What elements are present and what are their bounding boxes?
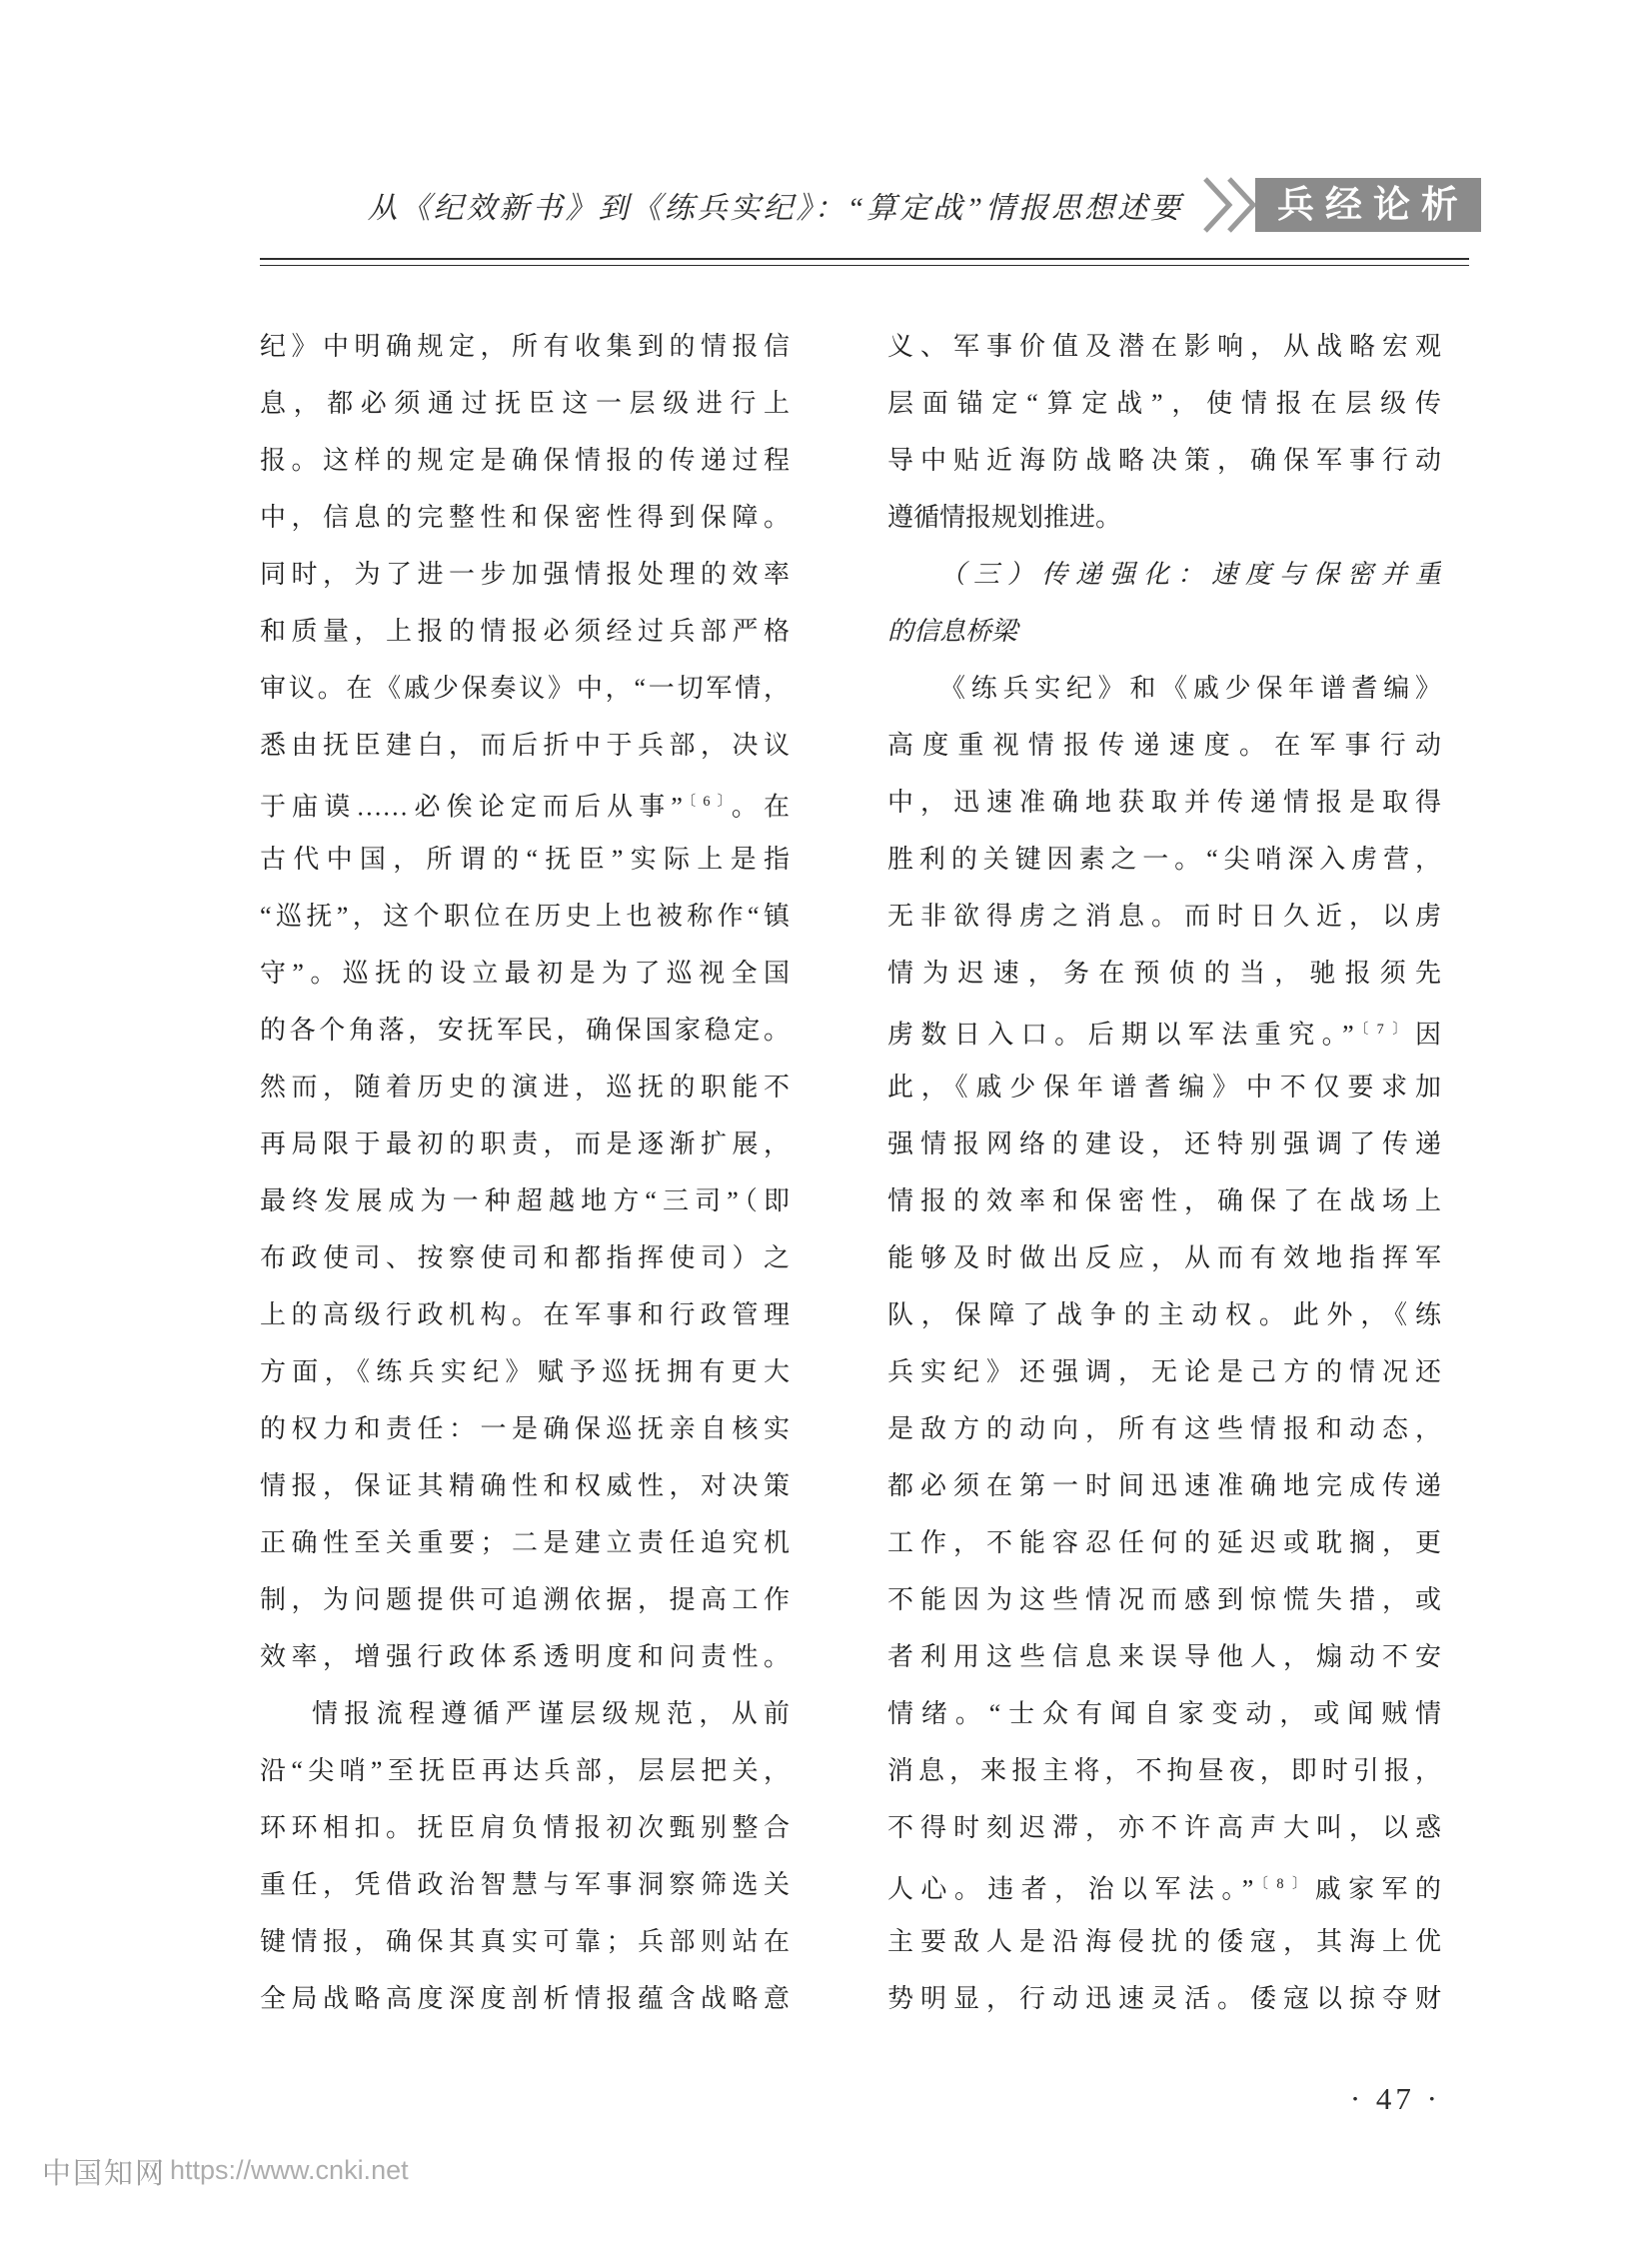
text-line: 古代中国，所谓的“抚臣”实际上是指	[260, 845, 790, 874]
text-line: 方面，《练兵实纪》赋予巡抚拥有更大	[260, 1357, 790, 1386]
subsection-heading-line: （三）传递强化：速度与保密并重	[939, 560, 1441, 589]
text-line: 键情报，确保其真实可靠；兵部则站在	[260, 1927, 790, 1956]
text-line: 效率，增强行政体系透明度和问责性。	[260, 1642, 790, 1671]
text-line: 不能因为这些情况而感到惊慌失措，或	[887, 1585, 1441, 1614]
text-line: 义、军事价值及潜在影响，从战略宏观	[887, 332, 1441, 361]
left-column	[260, 318, 790, 2027]
text-line: 沿“尖哨”至抚臣再达兵部，层层把关，	[260, 1756, 790, 1785]
cnki-watermark-url: https://www.cnki.net	[170, 2155, 409, 2185]
header-divider-rule	[260, 258, 1469, 266]
footnote-ref: 〔8〕	[1253, 1876, 1315, 1892]
text-line: 纪》中明确规定，所有收集到的情报信	[260, 332, 790, 361]
text-line: 消息，来报主将，不拘昼夜，即时引报，	[887, 1756, 1441, 1785]
text-line: 最终发展成为一种超越地方“三司”（即	[260, 1186, 790, 1215]
text-line: 同时，为了进一步加强情报处理的效率	[260, 560, 790, 589]
text-line: 中，信息的完整性和保密性得到保障。	[260, 503, 790, 532]
text-line: 不得时刻迟滞，亦不许高声大叫，以惑	[887, 1813, 1441, 1842]
text-line: 《练兵实纪》和《戚少保年谱耆编》	[939, 674, 1441, 703]
right-column	[887, 318, 1441, 2027]
text-line: 是敌方的动向，所有这些情报和动态，	[887, 1414, 1441, 1443]
text-line: 情报，保证其精确性和权威性，对决策	[260, 1471, 790, 1500]
text-line: 上的高级行政机构。在军事和行政管理	[260, 1300, 790, 1329]
text-line: 兵实纪》还强调，无论是己方的情况还	[887, 1357, 1441, 1386]
double-chevron-icon	[1197, 177, 1261, 233]
text-line: 息，都必须通过抚臣这一层级进行上	[260, 389, 790, 418]
text-line: 审议。在《戚少保奏议》中，“一切军情，	[260, 674, 790, 703]
running-header-title: 从《纪效新书》到《练兵实纪》：“算定战”情报思想述要	[367, 192, 1183, 225]
text-line: 高度重视情报传递速度。在军事行动	[887, 731, 1441, 760]
text-line: 都必须在第一时间迅速准确地完成传递	[887, 1471, 1441, 1500]
text-line: 工作，不能容忍任何的延迟或耽搁，更	[887, 1528, 1441, 1557]
footnote-ref: 〔7〕	[1353, 1022, 1415, 1038]
text-line: 布政使司、按察使司和都指挥使司）之	[260, 1243, 790, 1272]
text-line: 层面锚定“算定战”，使情报在层级传	[887, 389, 1441, 418]
text-line: 遵循情报规划推进。	[887, 503, 1122, 532]
text-line: 能够及时做出反应，从而有效地指挥军	[887, 1243, 1441, 1272]
text-line: 情为迟速，务在预侦的当，驰报须先	[887, 959, 1441, 988]
text-line: 情报流程遵循严谨层级规范，从前	[312, 1699, 790, 1728]
text-line: 队，保障了战争的主动权。此外，《练	[887, 1300, 1441, 1329]
text-line: 的权力和责任：一是确保巡抚亲自核实	[260, 1414, 790, 1443]
text-line: 势明显，行动迅速灵活。倭寇以掠夺财	[887, 1984, 1441, 2013]
cnki-watermark-brand: 中国知网	[42, 2158, 167, 2190]
text-line: 强情报网络的建设，还特别强调了传递	[887, 1129, 1441, 1158]
text-line: 情绪。“士众有闻自家变动，或闻贼情	[887, 1699, 1441, 1728]
footnote-ref: 〔6〕	[682, 794, 732, 810]
text-line: 人心。违者，治以军法。”$^{〔8〕}$戚家军的	[887, 1874, 1441, 1904]
text-line: 虏数日入口。后期以军法重究。”$^{〔7〕}$因	[887, 1020, 1441, 1050]
text-line: 无非欲得虏之消息。而时日久近，以虏	[887, 902, 1441, 931]
text-line: 环环相扣。抚臣肩负情报初次甄别整合	[260, 1813, 790, 1842]
text-line: 悉由抚臣建白，而后折中于兵部，决议	[260, 731, 790, 760]
text-line: 制，为问题提供可追溯依据，提高工作	[260, 1585, 790, 1614]
text-line: 再局限于最初的职责，而是逐渐扩展，	[260, 1129, 790, 1158]
text-line: 主要敌人是沿海侵扰的倭寇，其海上优	[887, 1927, 1441, 1956]
text-line: 于庙谟……必俟论定而后从事”$^{〔6〕}$。在	[260, 792, 790, 822]
text-line: 的各个角落，安抚军民，确保国家稳定。	[260, 1016, 790, 1045]
page-number: · 47 ·	[1349, 2081, 1441, 2116]
text-line: 守”。巡抚的设立最初是为了巡视全国	[260, 959, 790, 988]
running-header	[0, 172, 1481, 238]
text-line: 正确性至关重要；二是建立责任追究机	[260, 1528, 790, 1557]
text-line: 此，《戚少保年谱耆编》中不仅要求加	[887, 1073, 1441, 1102]
text-line: 胜利的关键因素之一。“尖哨深入虏营，	[887, 845, 1441, 874]
text-line: 导中贴近海防战略决策，确保军事行动	[887, 446, 1441, 475]
article-body	[260, 318, 1441, 2027]
text-line: 然而，随着历史的演进，巡抚的职能不	[260, 1073, 790, 1102]
text-line: “巡抚”，这个职位在历史上也被称作“镇	[260, 902, 790, 931]
text-line: 中，迅速准确地获取并传递情报是取得	[887, 788, 1441, 817]
text-line: 报。这样的规定是确保情报的传递过程	[260, 446, 790, 475]
subsection-heading-line: 的信息桥梁	[887, 617, 1018, 646]
text-line: 和质量，上报的情报必须经过兵部严格	[260, 617, 790, 646]
text-line: 情报的效率和保密性，确保了在战场上	[887, 1186, 1441, 1215]
section-badge: 兵经论析	[1255, 178, 1481, 232]
text-line: 全局战略高度深度剖析情报蕴含战略意	[260, 1984, 790, 2013]
text-line: 重任，凭借政治智慧与军事洞察筛选关	[260, 1870, 790, 1899]
text-line: 者利用这些信息来误导他人，煽动不安	[887, 1642, 1441, 1671]
